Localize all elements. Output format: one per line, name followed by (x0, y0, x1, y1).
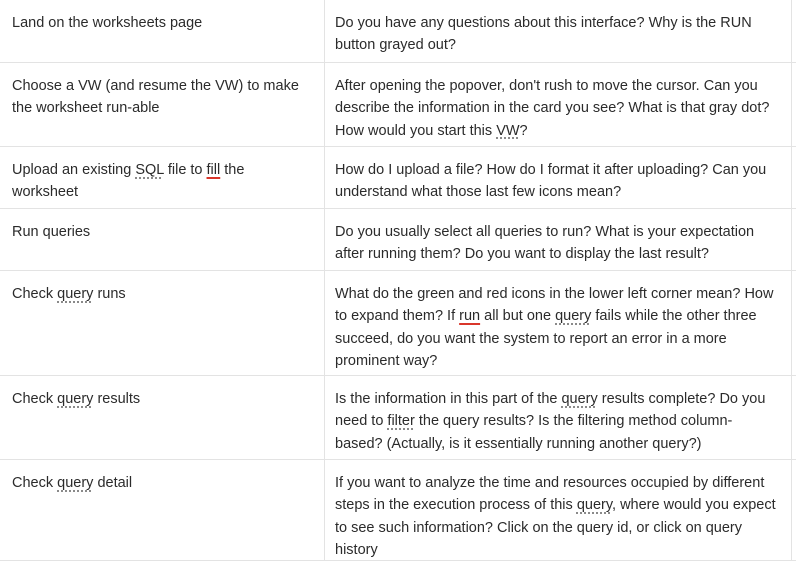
question-cell (325, 460, 792, 560)
task-text: the worksheet (12, 162, 245, 201)
question-text: What do the green and red icons in the lower left corner mean? How to expand them? If (335, 286, 774, 325)
task-text: Choose a VW (and resume the VW) to make the worksheet run-able (12, 78, 299, 117)
task-cell (0, 376, 325, 459)
table-row (0, 376, 796, 460)
question-text: , where would you expect to see such information? Click on the query id, or click on query history (335, 497, 776, 558)
table-row (0, 209, 796, 271)
question-text: all but one (480, 308, 556, 325)
table-row (0, 460, 796, 561)
question-text: If you want to analyze the time and resources occupied by different steps in the execution process of this (335, 475, 765, 514)
question-cell (325, 0, 792, 62)
task-cell (0, 63, 325, 146)
spellcheck-word: filter (387, 413, 415, 430)
spellcheck-word: query (555, 308, 592, 325)
task-text: Run queries (12, 224, 91, 240)
table-row (0, 147, 796, 209)
task-text: Land on the worksheets page (12, 15, 203, 31)
question-text: How do I upload a file? How do I format it after uploading? Can you understand what those last few icons mean? (335, 162, 767, 201)
task-text: Check (12, 286, 58, 302)
question-cell (325, 63, 792, 146)
task-cell (0, 271, 325, 375)
spellcheck-error-word: run (459, 308, 481, 325)
task-text: runs (93, 286, 126, 302)
spellcheck-word: query (57, 391, 94, 407)
question-text: After opening the popover, don't rush to move the cursor. Can you describe the information in the card you see? What is that gray dot? How would you start this (335, 78, 770, 139)
task-text: Check (12, 391, 58, 407)
task-cell (0, 147, 325, 208)
task-text: Check (12, 475, 58, 491)
task-cell (0, 460, 325, 560)
spellcheck-word: query (57, 286, 94, 302)
spellcheck-word: query (576, 497, 613, 514)
question-text: the query results? Is the filtering method column-based? (Actually, is it essentially running another query?) (335, 413, 733, 452)
question-text: Is the information in this part of the (335, 391, 562, 407)
table-row (0, 0, 796, 63)
question-text: Do you usually select all queries to run? What is your expectation after running them? Do you want to display the last result? (335, 224, 755, 263)
spellcheck-word: query (561, 391, 598, 407)
question-cell (325, 209, 792, 270)
task-text: file to (163, 162, 207, 178)
task-text: Upload an existing (12, 162, 136, 178)
question-text: fails while the other three succeed, do you want the system to report an error in a more prominent way? (335, 308, 757, 369)
spellcheck-word: query (57, 475, 94, 491)
question-text: results complete? Do you need to (335, 391, 766, 430)
question-cell (325, 271, 792, 375)
question-text: ? (519, 122, 528, 139)
table-row (0, 63, 796, 147)
table-row (0, 271, 796, 376)
task-text: results (93, 391, 141, 407)
spellcheck-error-word: fill (206, 162, 221, 178)
task-cell (0, 209, 325, 270)
task-text: detail (93, 475, 133, 491)
task-cell (0, 0, 325, 62)
question-cell (325, 147, 792, 208)
spellcheck-word: VW (496, 122, 520, 139)
question-cell (325, 376, 792, 459)
spellcheck-word: SQL (135, 162, 164, 178)
question-text: Do you have any questions about this interface? Why is the RUN button grayed out? (335, 15, 752, 54)
